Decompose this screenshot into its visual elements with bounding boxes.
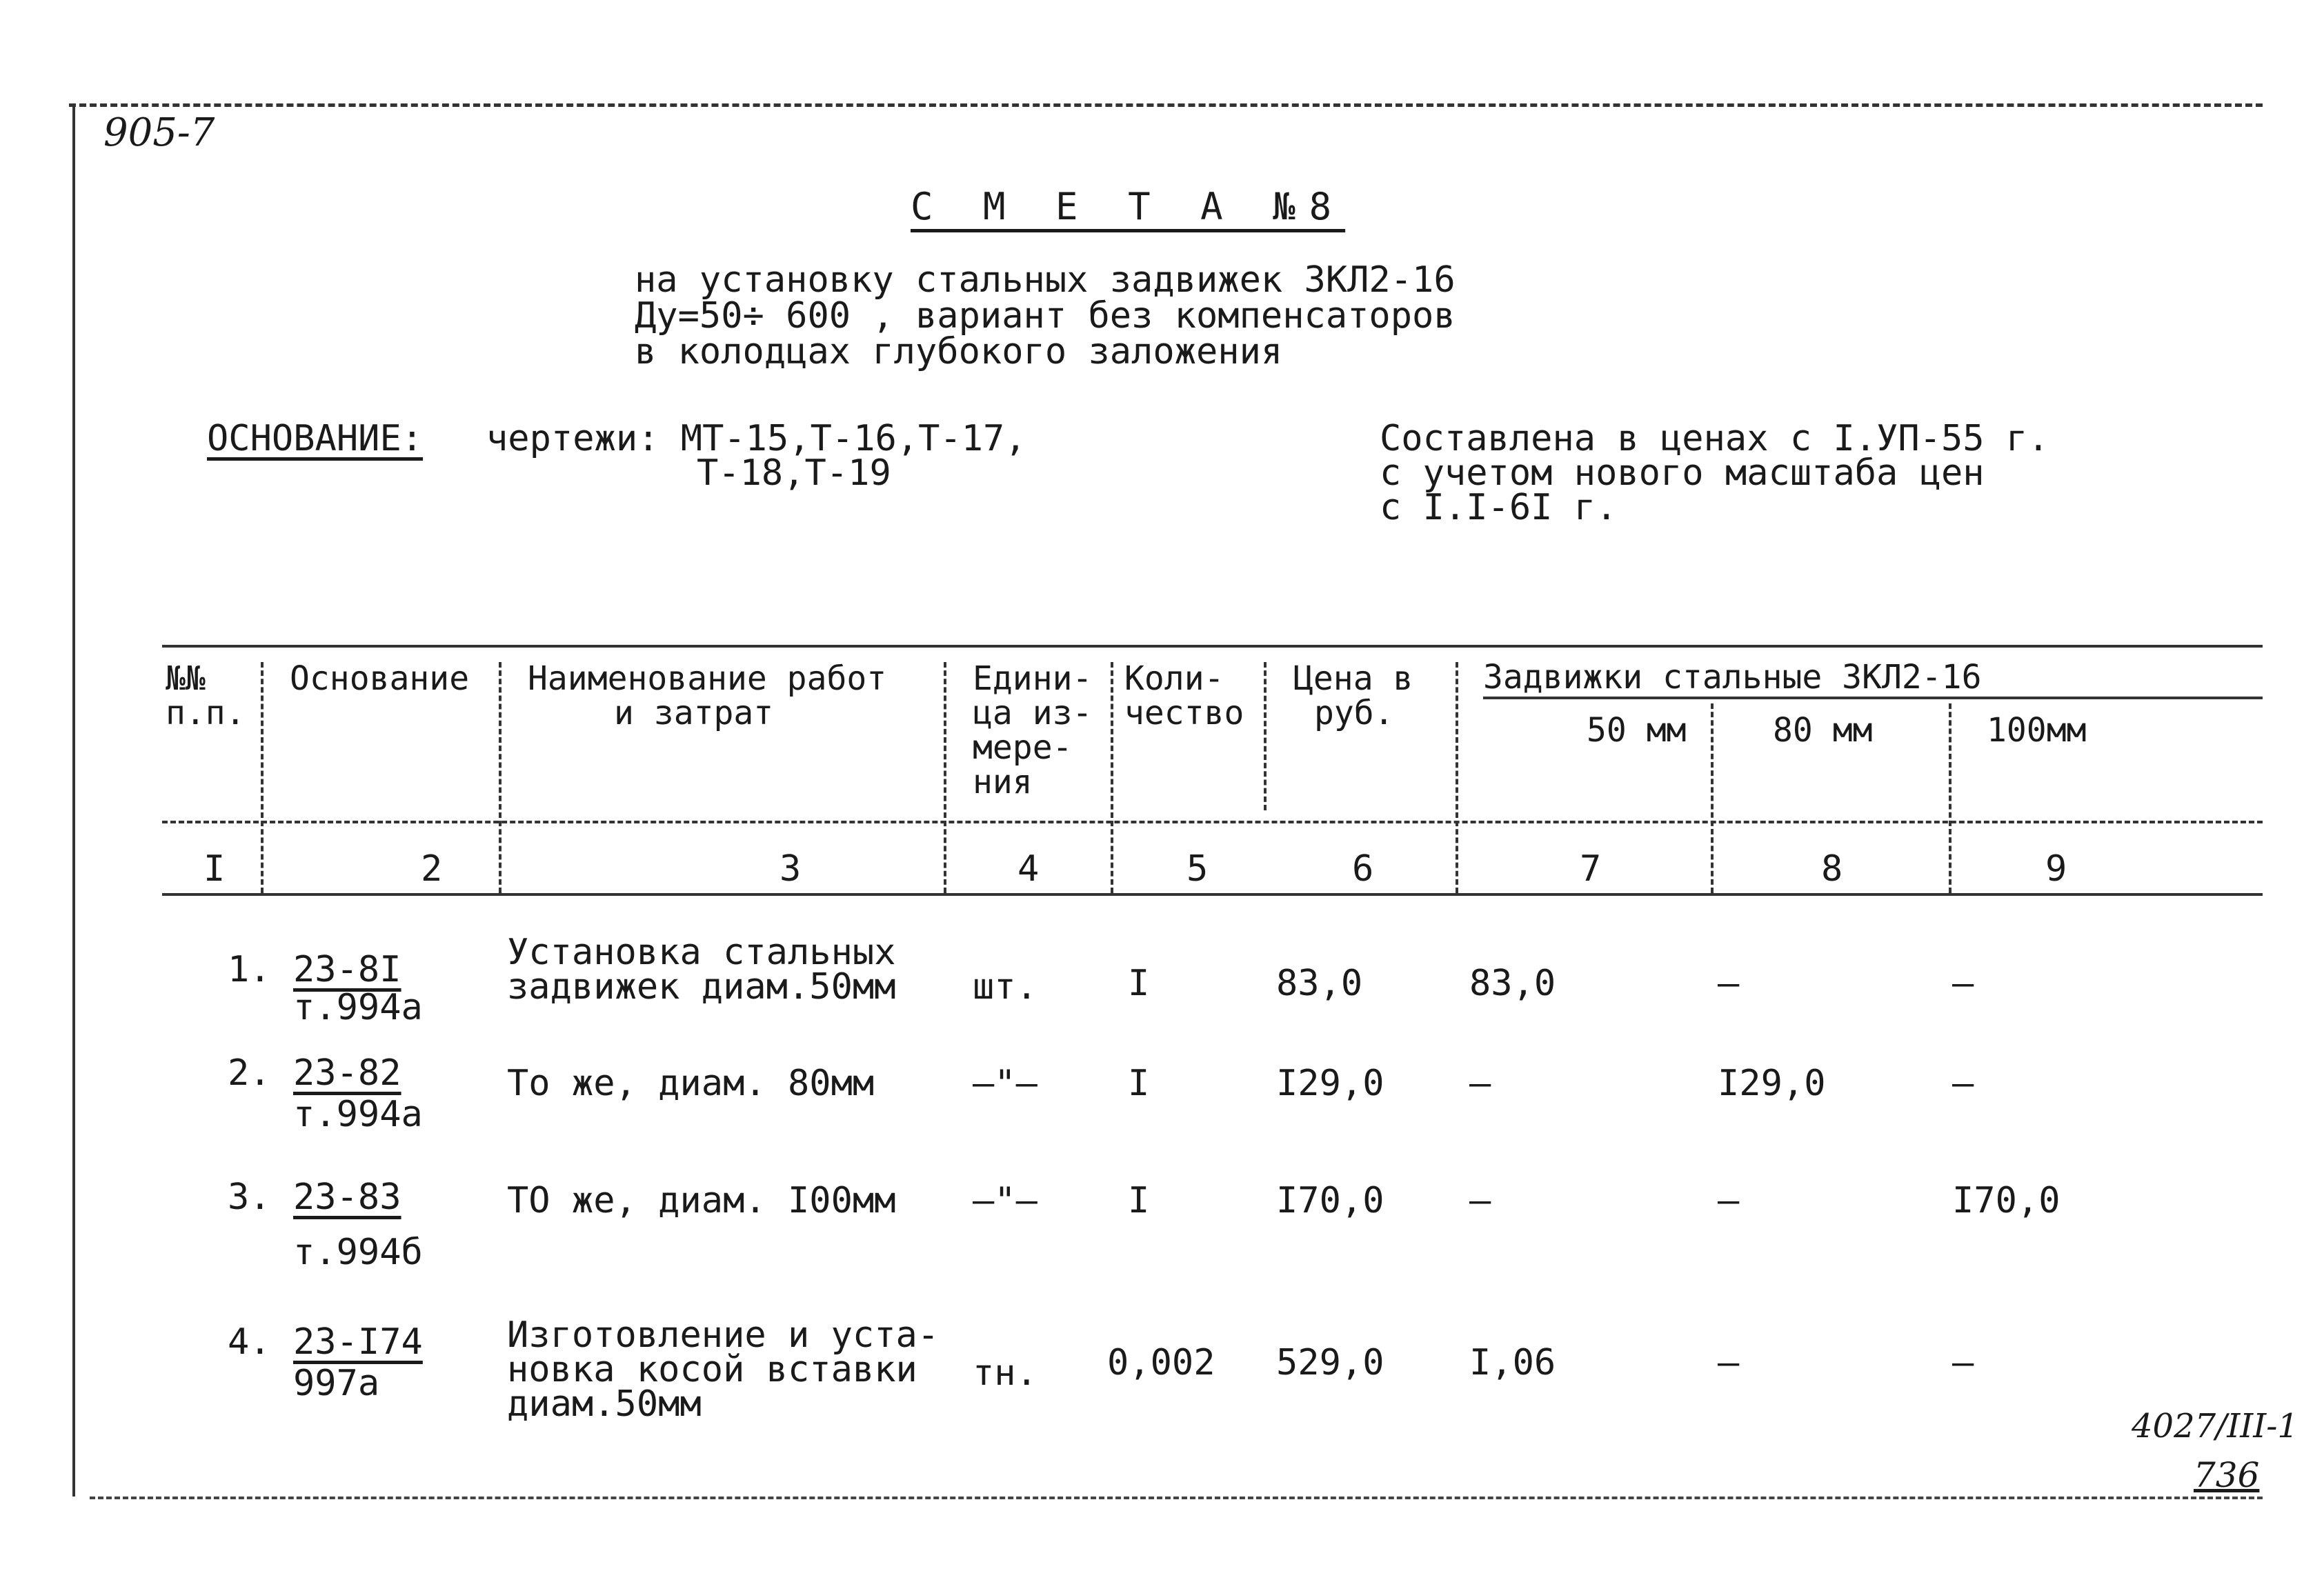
row-price: I70,0 (1276, 1180, 1384, 1221)
prices-note-line-3: с I.I-6I г. (1380, 487, 1618, 528)
row-qty: I (1128, 963, 1150, 1004)
row-code-bottom: 997а (293, 1363, 380, 1404)
corner-code: 905-7 (103, 110, 215, 155)
header-price-line-1: Цена в (1293, 659, 1413, 698)
header-col-100: 100мм (1987, 711, 2087, 750)
column-number-4: 4 (1017, 848, 1040, 890)
header-qty-line-1: Коли- (1124, 659, 1224, 698)
header-col-50: 50 мм (1587, 711, 1687, 750)
row-code-top: 23-I74 (293, 1321, 423, 1363)
column-number-7: 7 (1580, 848, 1602, 890)
row-col-80: I29,0 (1718, 1063, 1826, 1104)
column-number-8: 8 (1821, 848, 1843, 890)
row-code-bottom: т.994а (293, 1094, 423, 1135)
header-unit-line-4: ния (973, 763, 1033, 801)
row-col-50: – (1469, 1063, 1491, 1104)
group-rule (1483, 697, 2263, 699)
row-qty: 0,002 (1107, 1342, 1215, 1383)
row-price: 83,0 (1276, 963, 1363, 1004)
divider-7 (1711, 703, 1714, 893)
header-basis: Основание (290, 659, 470, 698)
table-top-rule (162, 645, 2263, 648)
row-code-top: 23-8I (293, 949, 401, 990)
row-name-line-2: задвижек диам.50мм (507, 966, 896, 1008)
basis-label: ОСНОВАНИЕ: (207, 418, 424, 459)
column-numbers-rule (162, 893, 2263, 896)
row-name-line-2: новка косой вставки (507, 1349, 917, 1390)
subtitle-line-2: Ду=50÷ 600 , вариант без компенсаторов (635, 295, 1456, 337)
row-col-50: I,06 (1469, 1342, 1556, 1383)
column-number-3: 3 (779, 848, 802, 890)
header-unit-line-2: ца из- (973, 694, 1093, 732)
header-bottom-rule (162, 821, 2263, 823)
basis-drawings-line-2: Т-18,Т-19 (697, 452, 891, 494)
column-number-2: 2 (421, 848, 443, 890)
subtitle-line-3: в колодцах глубокого заложения (635, 331, 1283, 372)
row-col-80: – (1718, 1180, 1740, 1221)
prices-note-line-1: Составлена в ценах с I.УП-55 г. (1380, 418, 2049, 459)
header-no-line-2: п.п. (166, 694, 246, 732)
row-name-line-1: То же, диам. 80мм (507, 1063, 875, 1104)
row-col-50: – (1469, 1180, 1491, 1221)
header-name-line-1: Наименование работ (528, 659, 887, 698)
header-col-80: 80 мм (1773, 711, 1873, 750)
divider-5 (1264, 662, 1267, 810)
frame-top-line (69, 103, 2263, 107)
row-col-50: 83,0 (1469, 963, 1556, 1004)
row-number: 2. (228, 1052, 271, 1094)
row-col-100: – (1952, 1063, 1974, 1104)
row-unit: –"– (973, 1063, 1037, 1104)
header-qty-line-2: чество (1124, 694, 1244, 732)
row-number: 3. (228, 1177, 271, 1218)
row-code-bottom: т.994б (293, 1232, 423, 1273)
row-code-top: 23-82 (293, 1052, 401, 1094)
row-code-top: 23-83 (293, 1177, 401, 1218)
row-unit: –"– (973, 1180, 1037, 1221)
row-number: 1. (228, 949, 271, 990)
divider-2 (499, 662, 501, 893)
basis-drawings-line-1: чертежи: МТ-15,Т-16,Т-17, (486, 418, 1026, 459)
row-qty: I (1128, 1180, 1150, 1221)
row-number: 4. (228, 1321, 271, 1363)
divider-3 (944, 662, 946, 893)
column-number-5: 5 (1186, 848, 1209, 890)
row-unit: шт. (973, 966, 1037, 1008)
divider-8 (1949, 703, 1951, 893)
header-unit-line-1: Едини- (973, 659, 1093, 698)
divider-4 (1111, 662, 1113, 893)
row-unit: тн. (973, 1352, 1037, 1394)
frame-bottom-line (90, 1497, 2263, 1499)
header-unit-line-3: мере- (973, 728, 1073, 767)
footer-doc-code: 4027/III-1 (2132, 1407, 2298, 1445)
prices-note-line-2: с учетом нового масштаба цен (1380, 452, 1985, 494)
header-price-line-2: руб. (1314, 694, 1394, 732)
row-col-100: I70,0 (1952, 1180, 2060, 1221)
row-name-line-1: Изготовление и уста- (507, 1314, 940, 1356)
header-name-line-2: и затрат (614, 694, 774, 732)
subtitle-line-1: на установку стальных задвижек ЗКЛ2-16 (635, 259, 1456, 301)
row-price: I29,0 (1276, 1063, 1384, 1104)
row-col-80: – (1718, 1342, 1740, 1383)
page-title: С М Е Т А №8 (911, 185, 1346, 228)
row-name-line-1: ТО же, диам. I00мм (507, 1180, 896, 1221)
column-number-6: 6 (1352, 848, 1374, 890)
divider-6 (1456, 662, 1458, 893)
header-group: Задвижки стальные ЗКЛ2-16 (1483, 658, 1982, 697)
divider-1 (261, 662, 264, 893)
row-name-line-3: диам.50мм (507, 1383, 702, 1425)
row-qty: I (1128, 1063, 1150, 1104)
row-name-line-1: Установка стальных (507, 932, 896, 973)
page-number: 736 (2194, 1455, 2260, 1495)
column-number-1: I (203, 848, 226, 890)
column-number-9: 9 (2045, 848, 2067, 890)
row-col-80: – (1718, 963, 1740, 1004)
row-col-100: – (1952, 1342, 1974, 1383)
header-no-line-1: №№ (166, 659, 206, 698)
row-price: 529,0 (1276, 1342, 1384, 1383)
row-col-100: – (1952, 963, 1974, 1004)
row-code-bottom: т.994а (293, 987, 423, 1028)
frame-left-line (72, 103, 75, 1497)
